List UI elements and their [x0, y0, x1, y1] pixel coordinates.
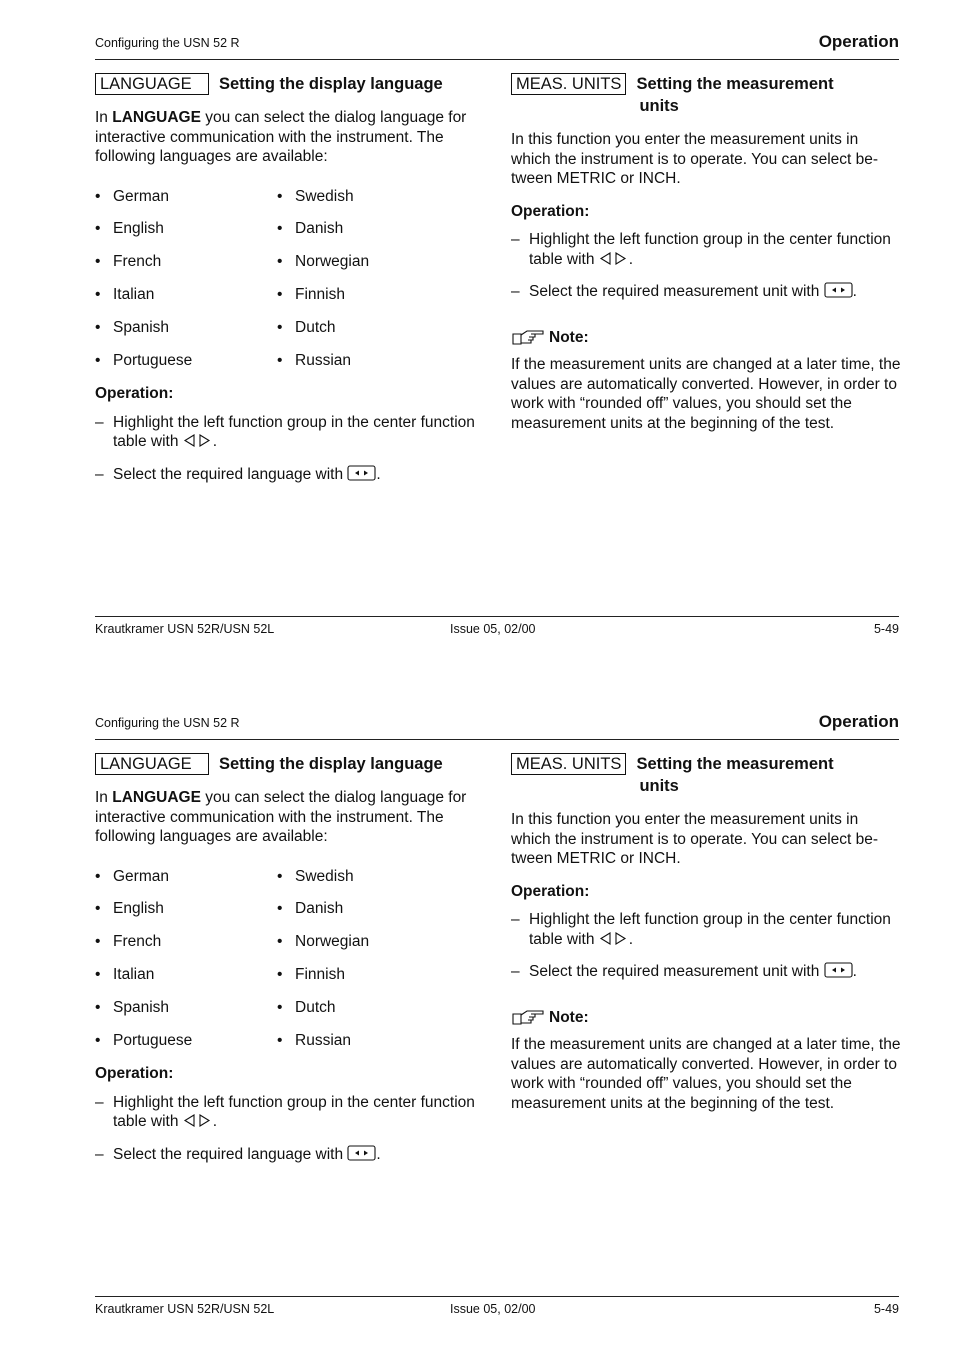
language-operation-label: Operation: [95, 1065, 174, 1083]
language-item: • Finnish [277, 286, 345, 304]
language-item: • Italian [95, 286, 155, 304]
language-item: • Portuguese [95, 1031, 193, 1049]
language-step-1: – Highlight the left function group in the center function table with . [95, 413, 475, 451]
note-text: If the measurement units are changed at a later time, the values are automatically converted. However, in order to work with “rounded off” values, you should set the measurement units at the beginning of the test. [511, 356, 901, 432]
language-name: English [113, 900, 164, 918]
language-section [95, 73, 485, 497]
footer-rule [95, 1296, 899, 1297]
language-item: • Norwegian [277, 253, 370, 271]
units-title: Setting the measurement units [636, 755, 834, 795]
language-name: French [113, 253, 162, 271]
language-name: Portuguese [113, 351, 193, 369]
left-right-arrow-keys-icon [599, 251, 629, 266]
units-intro: In this function you enter the measurement units in which the instrument is to operate. You can select be-tween METRIC or INCH. [511, 131, 879, 187]
note-text: If the measurement units are changed at a later time, the values are automatically converted. However, in order to work with “rounded off” values, you should set the measurement units at the beginning of the test. [511, 1036, 901, 1112]
note-heading: Note: [511, 1008, 901, 1028]
language-key-label: LANGUAGE [95, 753, 209, 775]
language-name: Finnish [295, 966, 345, 984]
language-name: Danish [295, 900, 344, 918]
left-right-key-icon [824, 282, 853, 298]
language-list [95, 187, 485, 371]
language-name: Spanish [113, 319, 170, 337]
language-name: Spanish [113, 999, 170, 1017]
left-right-key-icon [824, 962, 853, 978]
language-name: Russian [295, 1031, 351, 1049]
pointing-hand-icon [511, 328, 545, 346]
language-key-label: LANGUAGE [95, 73, 209, 95]
language-step-2: – Select the required language with . [95, 465, 381, 483]
language-item: • Danish [277, 220, 344, 238]
left-right-key-icon [347, 1145, 376, 1161]
header-section-title: Configuring the USN 52 R [95, 36, 240, 50]
units-intro: In this function you enter the measurement units in which the instrument is to operate. You can select be-tween METRIC or INCH. [511, 811, 879, 867]
language-item: • French [95, 933, 162, 951]
header-chapter: Operation [818, 32, 899, 51]
language-item: • French [95, 253, 162, 271]
language-name: Swedish [295, 867, 354, 885]
language-title: Setting the display language [219, 755, 443, 773]
units-key-label: MEAS. UNITS [511, 753, 626, 775]
units-section [511, 753, 901, 1126]
language-item: • German [95, 867, 169, 885]
note-heading: Note: [511, 328, 901, 348]
language-name: Norwegian [295, 933, 370, 951]
language-item: • German [95, 187, 169, 205]
page-1 [0, 0, 954, 675]
language-item: • Spanish [95, 999, 170, 1017]
left-right-key-icon [347, 465, 376, 481]
language-item: • Finnish [277, 966, 345, 984]
language-item: • Danish [277, 900, 344, 918]
language-item: • Norwegian [277, 933, 370, 951]
header-chapter: Operation [818, 712, 899, 731]
units-step-1: – Highlight the left function group in the center function table with . [511, 231, 891, 268]
units-heading [511, 73, 901, 117]
units-operation-label: Operation: [511, 882, 590, 900]
header-rule [95, 739, 899, 740]
language-name: Russian [295, 351, 351, 369]
units-title: Setting the measurement units [636, 75, 834, 115]
language-name: Italian [113, 286, 155, 304]
language-intro: In LANGUAGE you can select the dialog language for interactive communication with the instrument. The following languages are available: [95, 789, 467, 845]
language-list [95, 867, 485, 1051]
language-name: Danish [295, 220, 344, 238]
pointing-hand-icon [511, 1008, 545, 1026]
language-name: Finnish [295, 286, 345, 304]
language-item: • Swedish [277, 867, 354, 885]
left-right-arrow-keys-icon [183, 433, 213, 448]
language-name: Dutch [295, 319, 336, 337]
language-name: English [113, 220, 164, 238]
units-operation-label: Operation: [511, 202, 590, 220]
language-item: • English [95, 220, 164, 238]
language-item: • Dutch [277, 999, 336, 1017]
language-name: Swedish [295, 187, 354, 205]
left-right-arrow-keys-icon [599, 931, 629, 946]
units-step-2: – Select the required measurement unit with . [511, 283, 857, 300]
language-item: • Italian [95, 966, 155, 984]
language-item: • Dutch [277, 319, 336, 337]
language-name: Portuguese [113, 1031, 193, 1049]
language-item: • Russian [277, 1031, 351, 1049]
language-item: • Russian [277, 351, 351, 369]
language-name: Dutch [295, 999, 336, 1017]
footer-product: Krautkramer USN 52R/USN 52L [95, 1302, 275, 1316]
header-rule [95, 59, 899, 60]
language-title: Setting the display language [219, 75, 443, 93]
language-operation-label: Operation: [95, 385, 174, 403]
language-name: German [113, 867, 169, 885]
footer-page-number: 5-49 [873, 1302, 899, 1316]
language-item: • Spanish [95, 319, 170, 337]
language-name: German [113, 187, 169, 205]
footer-issue: Issue 05, 02/00 [450, 622, 536, 636]
language-heading [95, 753, 485, 775]
language-step-1: – Highlight the left function group in the center function table with . [95, 1093, 475, 1131]
left-right-arrow-keys-icon [183, 1113, 213, 1128]
units-heading [511, 753, 901, 797]
language-name: Norwegian [295, 253, 370, 271]
language-item: • Portuguese [95, 351, 193, 369]
units-section [511, 73, 901, 446]
units-step-1: – Highlight the left function group in the center function table with . [511, 911, 891, 948]
language-section [95, 753, 485, 1177]
language-name: French [113, 933, 162, 951]
units-step-2: – Select the required measurement unit with . [511, 963, 857, 980]
footer-page-number: 5-49 [873, 622, 899, 636]
footer-rule [95, 616, 899, 617]
language-step-2: – Select the required language with . [95, 1145, 381, 1163]
language-intro: In LANGUAGE you can select the dialog language for interactive communication with the instrument. The following languages are available: [95, 109, 467, 165]
footer-issue: Issue 05, 02/00 [450, 1302, 536, 1316]
page-2 [0, 680, 954, 1355]
language-heading [95, 73, 485, 95]
units-key-label: MEAS. UNITS [511, 73, 626, 95]
language-name: Italian [113, 966, 155, 984]
language-item: • Swedish [277, 187, 354, 205]
header-section-title: Configuring the USN 52 R [95, 716, 240, 730]
language-item: • English [95, 900, 164, 918]
footer-product: Krautkramer USN 52R/USN 52L [95, 622, 275, 636]
